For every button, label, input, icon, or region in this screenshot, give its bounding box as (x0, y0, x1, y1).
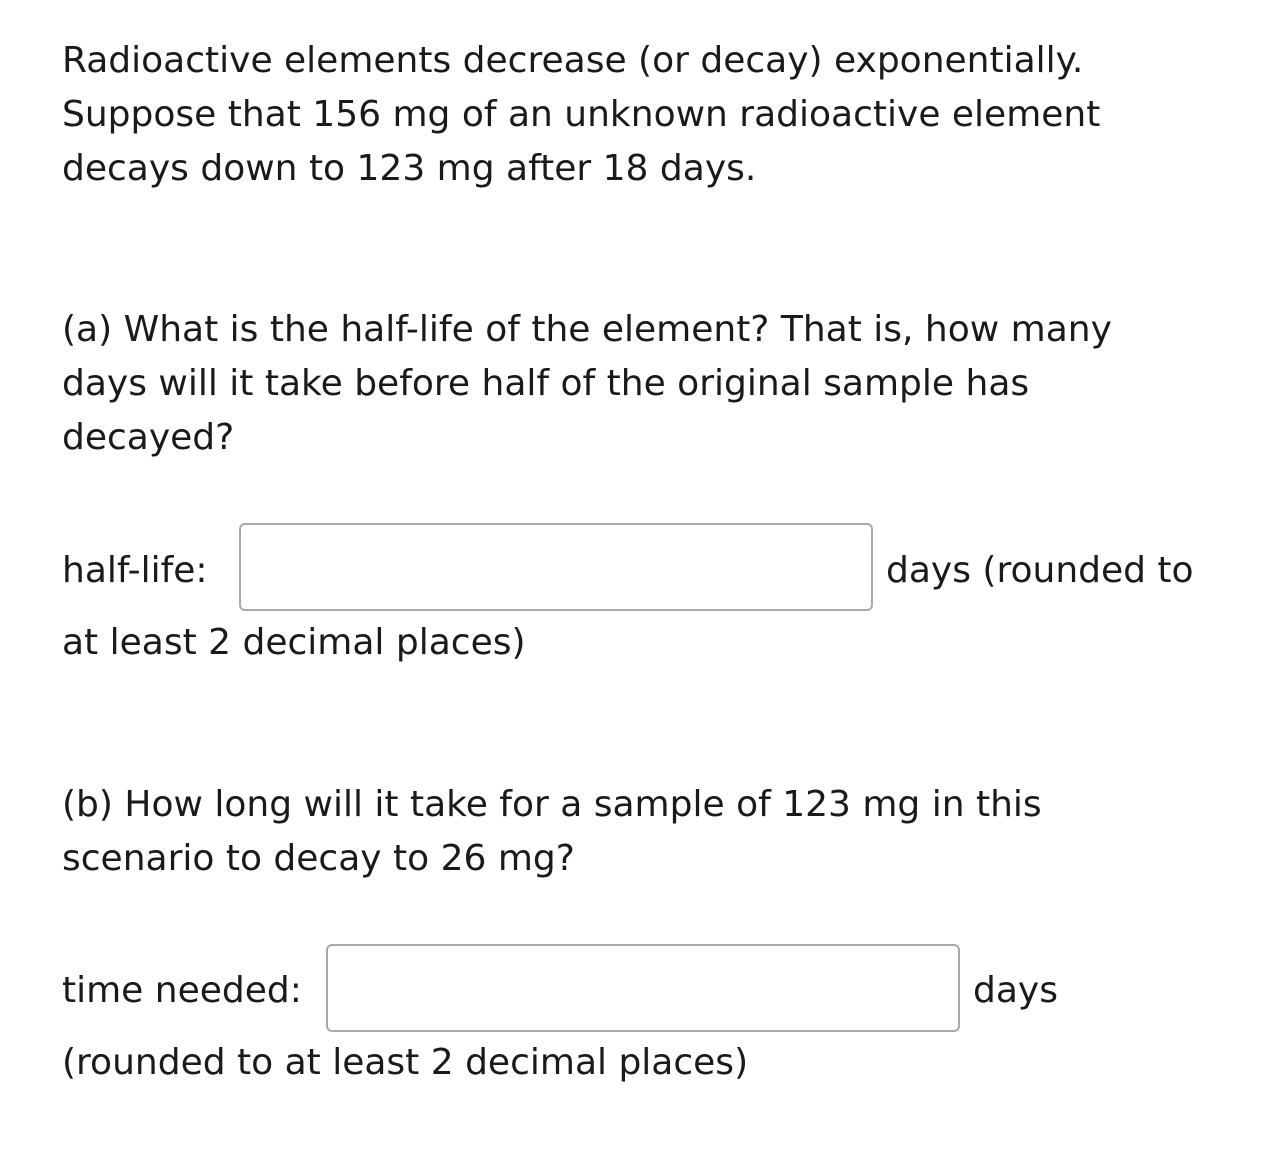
half-life-rounding-note: at least 2 decimal places) (62, 622, 526, 663)
time-needed-label: time needed: (62, 970, 302, 1011)
part-a-question-line-2: days will it take before half of the original sample has (62, 363, 1030, 404)
half-life-input[interactable] (239, 523, 873, 611)
intro-line-3: decays down to 123 mg after 18 days. (62, 148, 757, 189)
part-a-question-line-3: decayed? (62, 417, 235, 458)
intro-line-2: Suppose that 156 mg of an unknown radioactive element (62, 94, 1101, 135)
time-needed-unit: days (973, 970, 1058, 1011)
intro-line-1: Radioactive elements decrease (or decay) exponentially. (62, 40, 1084, 81)
part-a-question-line-1: (a) What is the half-life of the element? That is, how many (62, 309, 1112, 350)
half-life-unit: days (rounded to (886, 550, 1194, 591)
half-life-label: half-life: (62, 550, 208, 591)
part-b-question-line-2: scenario to decay to 26 mg? (62, 838, 575, 879)
part-b-question-line-1: (b) How long will it take for a sample of 123 mg in this (62, 784, 1042, 825)
time-needed-input[interactable] (326, 944, 960, 1032)
time-needed-rounding-note: (rounded to at least 2 decimal places) (62, 1042, 749, 1083)
